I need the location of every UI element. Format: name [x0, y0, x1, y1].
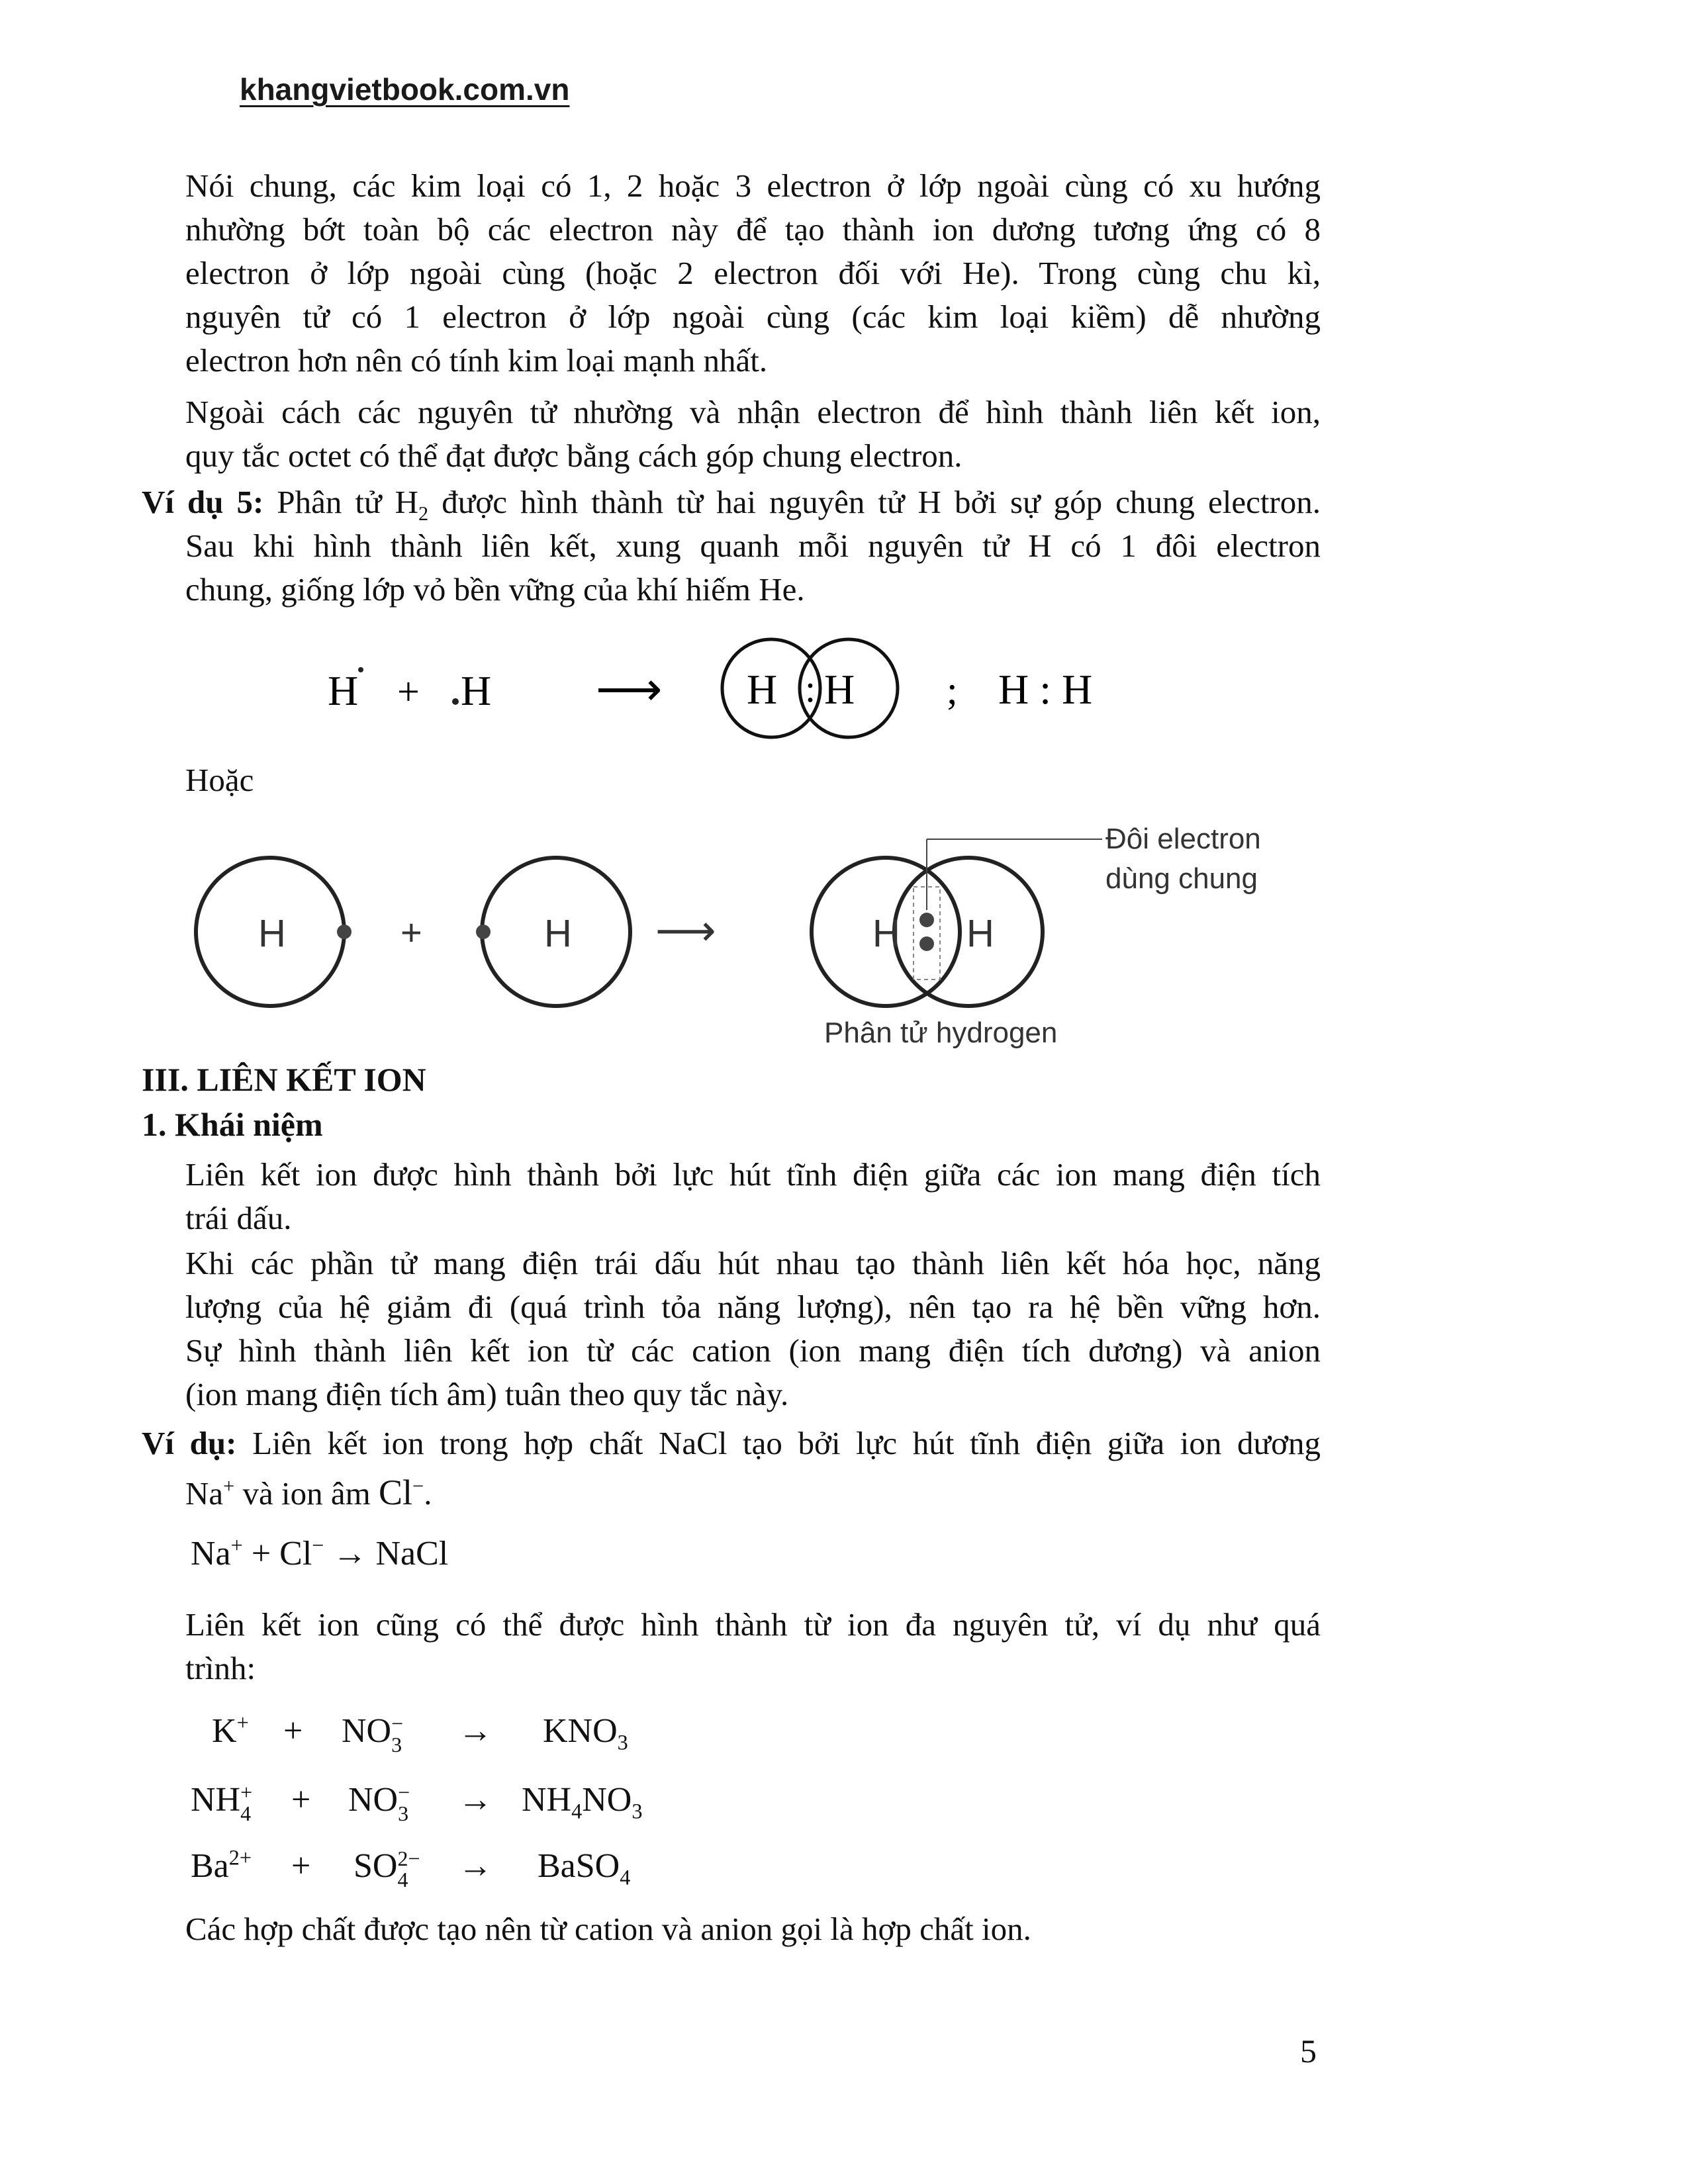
text-run: Phân tử H	[263, 484, 419, 520]
text-line: nguyên tử có 1 electron ở lớp ngoài cùng (các kim loại kiềm) dễ nhường	[185, 298, 1321, 335]
superscript: −	[391, 1711, 404, 1736]
superscript: +	[230, 1533, 243, 1557]
site-header-link[interactable]: khangvietbook.com.vn	[240, 72, 570, 107]
atom-label: H	[824, 666, 855, 713]
or-label: Hoặc	[185, 762, 254, 798]
atom-label: H	[544, 912, 572, 955]
subsection-heading: 1. Khái niệm	[142, 1106, 323, 1143]
text-run: .	[424, 1475, 432, 1512]
text-run: NaCl	[375, 1535, 449, 1572]
h2-formation-formula	[305, 629, 1165, 754]
intro-paragraph-1	[185, 164, 1321, 383]
text-run: +	[242, 1535, 280, 1572]
subscript: 3	[391, 1733, 402, 1757]
text-line: (ion mang điện tích âm) tuân theo quy tắc này.	[185, 1376, 789, 1412]
superscript: −	[412, 1475, 424, 1498]
product	[522, 1780, 643, 1823]
plus-sign: +	[291, 1847, 311, 1885]
superscript: +	[240, 1780, 253, 1805]
text-run: NO	[582, 1781, 632, 1819]
text-line: Khi các phần tử mang điện trái dấu hút nhau tạo thành liên kết hóa học, năng	[185, 1245, 1321, 1281]
example-5-label: Ví dụ 5:	[142, 484, 264, 520]
reactant-cation	[212, 1711, 249, 1751]
text-run: được hình thành từ hai nguyên tử H bởi sự góp chung electron.	[428, 484, 1321, 520]
reaction-arrow: →	[458, 1781, 492, 1819]
shared-pair-label: Đôi electron	[1105, 823, 1261, 855]
superscript: +	[236, 1710, 249, 1735]
text-line: Ngoài cách các nguyên tử nhường và nhận electron để hình thành liên kết ion,	[185, 394, 1321, 430]
text-line: electron ở lớp ngoài cùng (hoặc 2 electron đối với He). Trong cùng chu kì,	[185, 255, 1321, 291]
text-run: →	[324, 1535, 376, 1572]
subscript: 4	[397, 1868, 408, 1892]
product	[543, 1711, 628, 1754]
page-number: 5	[1300, 2032, 1317, 2070]
superscript: 2−	[397, 1846, 420, 1871]
text-run: KNO	[543, 1712, 618, 1750]
h2-molecule-diagram	[179, 807, 1337, 1059]
reactant-cation	[191, 1780, 252, 1824]
closing-sentence: Các hợp chất được tạo nên từ cation và anion gọi là hợp chất ion.	[185, 1911, 1031, 1947]
atom-label: H	[258, 912, 286, 955]
hydrogen-atom-left: H	[328, 667, 359, 714]
text-line: chung, giống lớp vỏ bền vững của khí hiếm He.	[185, 571, 805, 608]
text-run: NH	[191, 1781, 241, 1819]
hydrogen-atom-right: H	[461, 667, 492, 714]
electron-dot	[476, 925, 491, 939]
superscript: −	[398, 1780, 410, 1805]
diagram-caption: Phân tử hydrogen	[824, 1017, 1058, 1049]
text-run: NO	[342, 1712, 392, 1750]
superscript: 2+	[228, 1845, 252, 1870]
example-line-1	[142, 1422, 1321, 1465]
text-run: Na	[185, 1475, 224, 1512]
superscript: −	[312, 1533, 324, 1557]
text-line: Sau khi hình thành liên kết, xung quanh mỗi nguyên tử H có 1 đôi electron	[185, 527, 1321, 564]
text-run: Liên kết ion trong hợp chất NaCl tạo bởi lực hút tĩnh điện giữa ion dương	[236, 1425, 1321, 1461]
text-line: Nói chung, các kim loại có 1, 2 hoặc 3 electron ở lớp ngoài cùng có xu hướng	[185, 167, 1321, 204]
section-heading: III. LIÊN KẾT ION	[142, 1061, 426, 1098]
shared-pair-label: dùng chung	[1105, 862, 1258, 895]
product	[538, 1846, 631, 1889]
text-line: nhường bớt toàn bộ các electron này để tạo thành ion dương tương ứng có 8	[185, 211, 1321, 248]
subscript: 4	[571, 1799, 583, 1823]
nacl-example	[142, 1422, 1321, 1465]
text-line: quy tắc octet có thể đạt được bằng cách góp chung electron.	[185, 437, 962, 474]
electron-dot	[358, 667, 363, 672]
text-run: Cl	[279, 1535, 312, 1572]
subscript: 3	[398, 1801, 409, 1826]
text-run: Na	[191, 1535, 231, 1572]
text-run: Cl	[379, 1473, 413, 1512]
subscript: 3	[617, 1730, 628, 1754]
plus-sign: +	[291, 1781, 311, 1819]
text-line: lượng của hệ giảm đi (quá trình tỏa năng lượng), nên tạo ra hệ bền vững hơn.	[185, 1289, 1321, 1325]
concept-paragraph-2	[185, 1242, 1321, 1416]
polyatomic-paragraph	[185, 1603, 1321, 1690]
reaction-arrow: →	[458, 1712, 492, 1750]
shared-pair-colon: :	[805, 667, 816, 710]
subscript: 2	[418, 502, 429, 525]
reactant-anion	[342, 1711, 403, 1755]
example-5	[142, 480, 1321, 612]
reaction-arrow: ⟶	[596, 662, 663, 716]
text-line: trái dấu.	[185, 1200, 292, 1236]
subscript: 4	[240, 1801, 252, 1826]
text-run: và ion âm	[234, 1475, 379, 1512]
text-run: K	[212, 1712, 237, 1750]
lewis-structure: H : H	[998, 666, 1093, 713]
atom-label: H	[747, 666, 778, 713]
reactant-cation	[191, 1846, 252, 1886]
plus-sign: +	[400, 911, 422, 953]
reaction-arrow: ⟶	[655, 907, 716, 954]
shared-electron	[919, 936, 934, 951]
text-line: trình:	[185, 1650, 256, 1686]
example-label: Ví dụ:	[142, 1425, 237, 1461]
equation-nacl	[191, 1534, 448, 1573]
electron-dot	[452, 698, 459, 705]
atom-label: H	[966, 912, 994, 955]
text-run: NH	[522, 1781, 572, 1819]
text-run: BaSO	[538, 1847, 620, 1885]
plus-sign: +	[283, 1712, 303, 1750]
text-run: NO	[348, 1781, 399, 1819]
separator: ;	[947, 668, 958, 712]
example-5-line-1	[142, 480, 1321, 524]
reactant-anion	[348, 1780, 410, 1824]
intro-paragraph-2	[185, 390, 1321, 478]
superscript: +	[223, 1475, 235, 1498]
text-run: SO	[353, 1847, 398, 1885]
shared-electron	[919, 913, 934, 927]
text-line: Sự hình thành liên kết ion từ các cation (ion mang điện tích dương) và anion	[185, 1332, 1321, 1369]
text-line: Liên kết ion được hình thành bởi lực hút tĩnh điện giữa các ion mang điện tích	[185, 1156, 1321, 1193]
reactant-anion	[353, 1846, 420, 1890]
electron-dot	[337, 925, 352, 939]
atom-label: H	[872, 912, 900, 955]
text-line: Liên kết ion cũng có thể được hình thành từ ion đa nguyên tử, ví dụ như quá	[185, 1606, 1321, 1643]
reaction-arrow: →	[458, 1847, 492, 1885]
text-line: electron hơn nên có tính kim loại mạnh nhất.	[185, 342, 768, 379]
subscript: 4	[620, 1865, 631, 1889]
plus-sign: +	[397, 670, 420, 713]
subscript: 3	[632, 1799, 643, 1823]
concept-paragraph-1	[185, 1153, 1321, 1240]
text-run: Ba	[191, 1847, 229, 1885]
example-line-2	[185, 1472, 432, 1513]
